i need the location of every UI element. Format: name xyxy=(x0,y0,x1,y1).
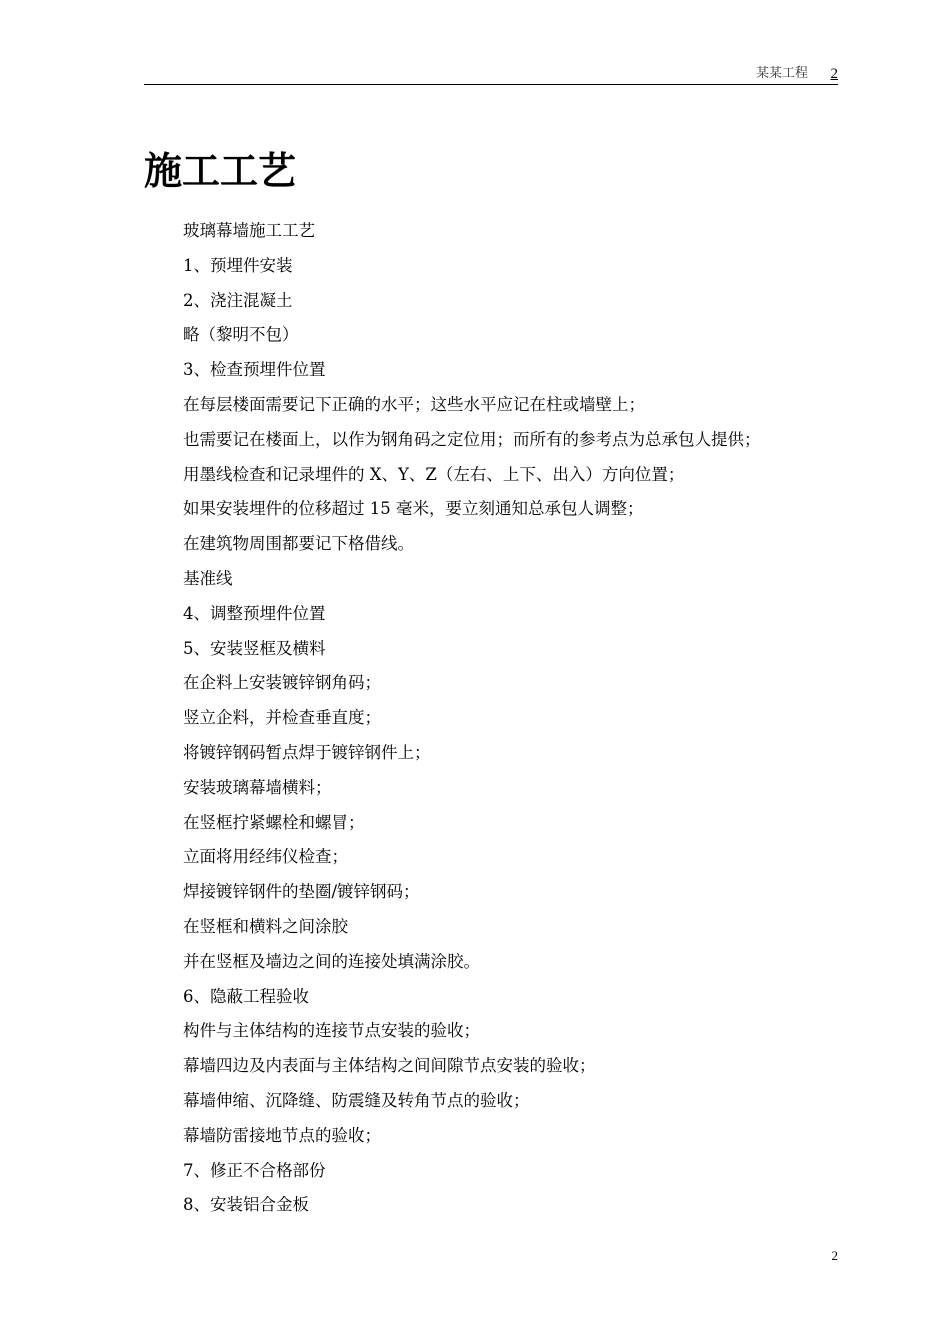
body-text xyxy=(183,214,883,1223)
text-line: 8、安装铝合金板 xyxy=(183,1195,309,1215)
text-line: 安装玻璃幕墙横料； xyxy=(183,777,332,797)
text-line: 1、预埋件安装 xyxy=(183,255,293,275)
text-line: 4、调整预埋件位置 xyxy=(183,603,326,623)
text-line: 5、安装竖框及横料 xyxy=(183,638,326,658)
text-line: 立面将用经纬仪检查； xyxy=(183,847,348,867)
text-line: 6、隐蔽工程验收 xyxy=(183,986,309,1006)
text-line: 如果安装埋件的位移超过 15 毫米，要立刻通知总承包人调整； xyxy=(183,499,644,519)
text-line: 将镀锌钢码暂点焊于镀锌钢件上； xyxy=(183,742,431,762)
header-page-number: 2 xyxy=(830,66,838,82)
text-line: 竖立企料，并检查垂直度； xyxy=(183,708,381,728)
text-line: 在竖框拧紧螺栓和螺冒； xyxy=(183,812,365,832)
text-line: 构件与主体结构的连接节点安装的验收； xyxy=(183,1021,480,1041)
text-line: 用墨线检查和记录埋件的 X、Y、Z（左右、上下、出入）方向位置； xyxy=(183,464,685,484)
text-line: 幕墙防雷接地节点的验收； xyxy=(183,1125,381,1145)
text-line: 在建筑物周围都要记下格借线。 xyxy=(183,534,414,554)
section-title: 施工工艺 xyxy=(144,148,297,193)
text-line: 并在竖框及墙边之间的连接处填满涂胶。 xyxy=(183,951,480,971)
header-project-name: 某某工程 xyxy=(755,66,808,81)
text-line: 在每层楼面需要记下正确的水平；这些水平应记在柱或墙壁上； xyxy=(183,394,645,414)
text-line: 幕墙四边及内表面与主体结构之间间隙节点安装的验收； xyxy=(183,1056,596,1076)
text-line: 基准线 xyxy=(183,568,233,588)
text-line: 7、修正不合格部份 xyxy=(183,1160,326,1180)
text-line: 略（黎明不包） xyxy=(183,325,299,345)
text-line: 在竖框和横料之间涂胶 xyxy=(183,916,348,936)
text-line: 焊接镀锌钢件的垫圈/镀锌钢码； xyxy=(183,882,420,902)
text-line: 3、检查预埋件位置 xyxy=(183,360,326,380)
text-line: 在企料上安装镀锌钢角码； xyxy=(183,673,381,693)
text-line: 2、浇注混凝土 xyxy=(183,290,293,310)
text-line: 幕墙伸缩、沉降缝、防震缝及转角节点的验收； xyxy=(183,1090,530,1110)
footer-page-number: 2 xyxy=(831,1248,838,1263)
page-header xyxy=(144,60,838,85)
text-line: 玻璃幕墙施工工艺 xyxy=(183,221,315,240)
text-line: 也需要记在楼面上，以作为钢角码之定位用；而所有的参考点为总承包人提供； xyxy=(183,429,761,449)
